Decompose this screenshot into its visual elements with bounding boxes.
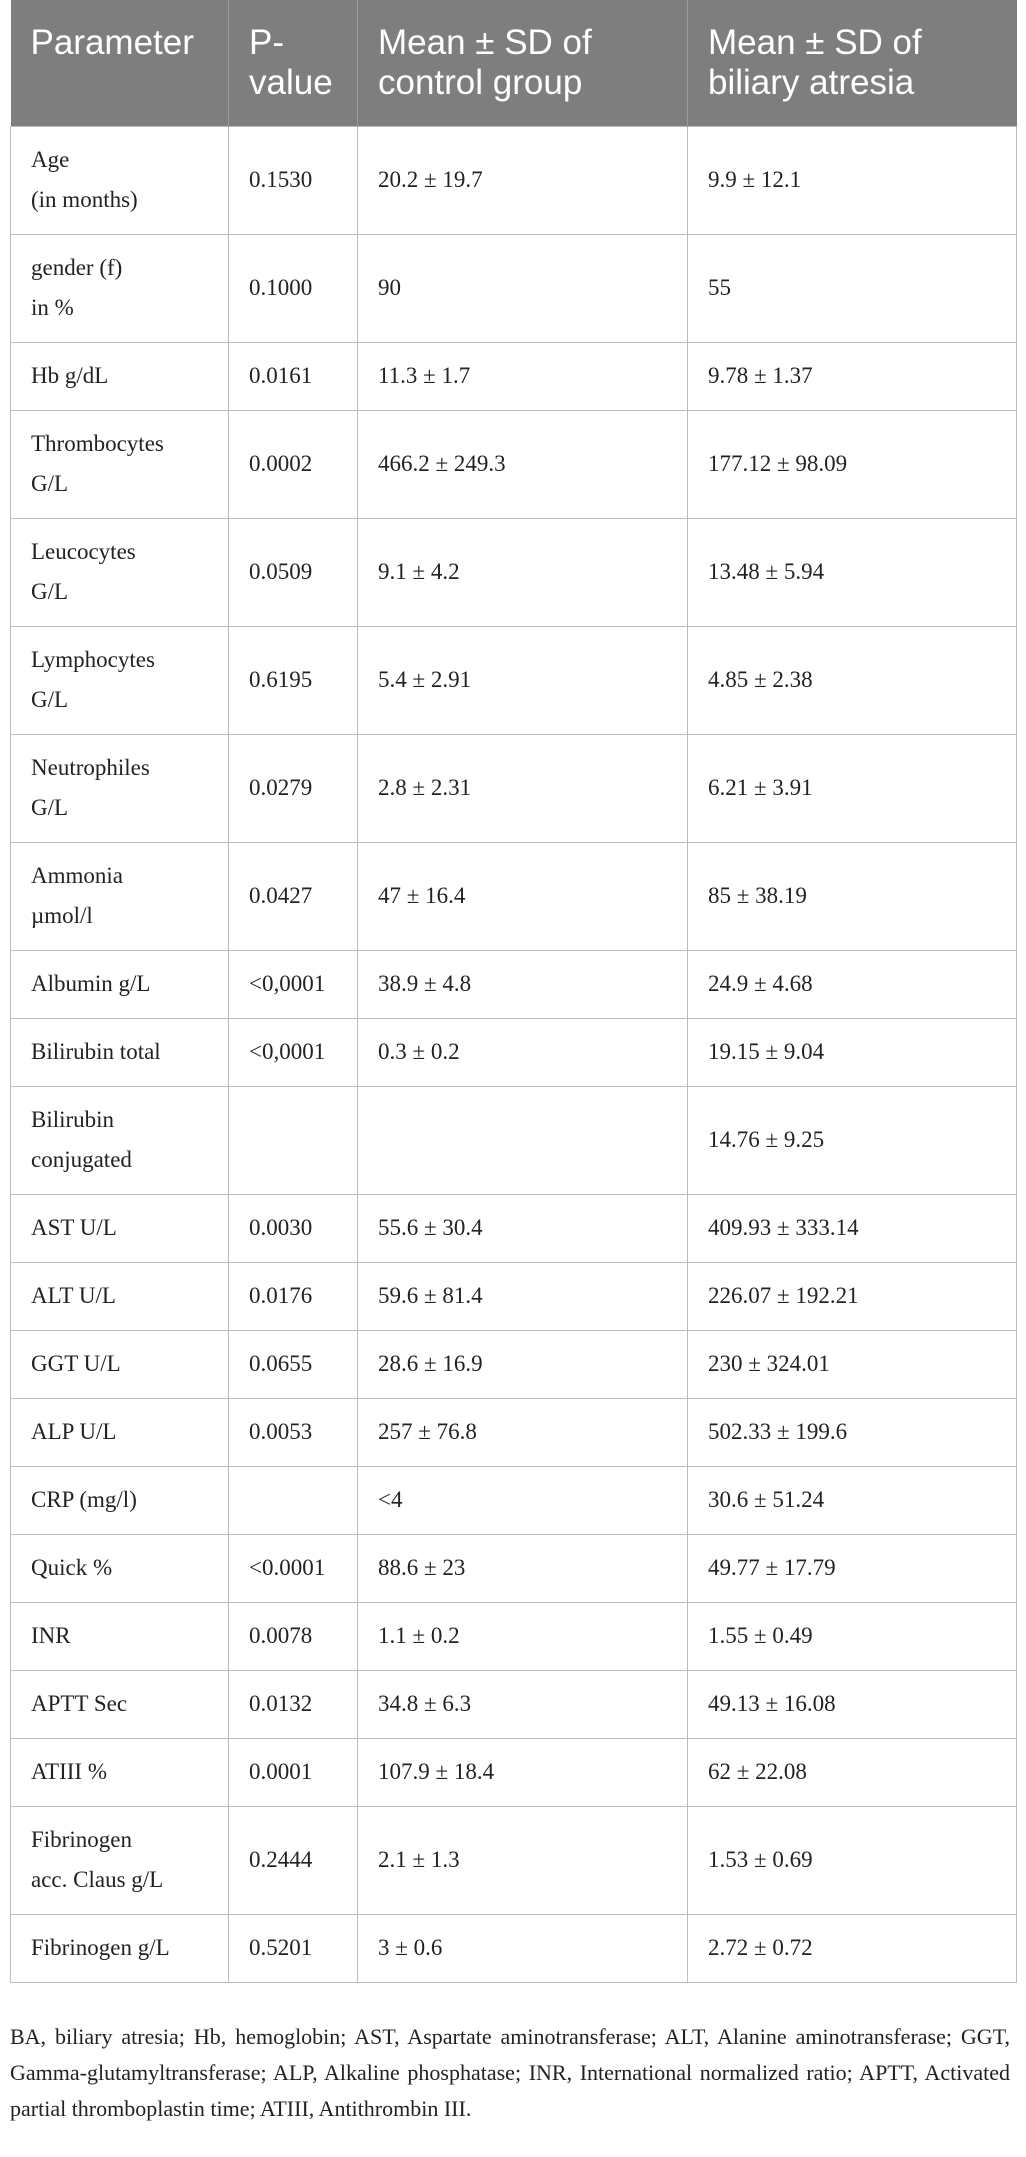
- cell-p-value: 0.0030: [229, 1194, 358, 1262]
- cell-control-group: 59.6 ± 81.4: [358, 1262, 688, 1330]
- cell-biliary-atresia: 1.55 ± 0.49: [688, 1602, 1017, 1670]
- cell-control-group: 9.1 ± 4.2: [358, 518, 688, 626]
- table-row: [11, 950, 1017, 1018]
- table-row: [11, 1398, 1017, 1466]
- table-row: [11, 126, 1017, 234]
- cell-p-value: 0.0509: [229, 518, 358, 626]
- cell-biliary-atresia: 4.85 ± 2.38: [688, 626, 1017, 734]
- cell-parameter: Neutrophiles G/L: [11, 734, 229, 842]
- header-p-value: P- value: [229, 0, 358, 126]
- cell-p-value: <0,0001: [229, 1018, 358, 1086]
- cell-p-value: 0.5201: [229, 1914, 358, 1982]
- cell-parameter: ATIII %: [11, 1738, 229, 1806]
- cell-biliary-atresia: 24.9 ± 4.68: [688, 950, 1017, 1018]
- cell-control-group: 107.9 ± 18.4: [358, 1738, 688, 1806]
- lab-parameters-table: [10, 0, 1017, 1983]
- cell-biliary-atresia: 55: [688, 234, 1017, 342]
- cell-biliary-atresia: 9.78 ± 1.37: [688, 342, 1017, 410]
- cell-control-group: 5.4 ± 2.91: [358, 626, 688, 734]
- table-header: [11, 0, 1017, 126]
- table-row: [11, 518, 1017, 626]
- cell-p-value: 0.0161: [229, 342, 358, 410]
- cell-parameter: Bilirubin total: [11, 1018, 229, 1086]
- cell-parameter: GGT U/L: [11, 1330, 229, 1398]
- table-row: [11, 1914, 1017, 1982]
- cell-control-group: 11.3 ± 1.7: [358, 342, 688, 410]
- cell-p-value: <0.0001: [229, 1534, 358, 1602]
- header-biliary-atresia: Mean ± SD of biliary atresia: [688, 0, 1017, 126]
- table-row: [11, 1466, 1017, 1534]
- cell-p-value: 0.0053: [229, 1398, 358, 1466]
- cell-p-value: 0.0002: [229, 410, 358, 518]
- cell-biliary-atresia: 13.48 ± 5.94: [688, 518, 1017, 626]
- table-footnote: BA, biliary atresia; Hb, hemoglobin; AST, Aspartate aminotransferase; ALT, Alanine aminotransferase; GGT, Gamma-glutamyltransferase; ALP, Alkaline phosphatase; INR, International normalized ratio; APTT, Activated partial thromboplastin time; ATIII, Antithrombin III.: [10, 2024, 1010, 2121]
- cell-biliary-atresia: 85 ± 38.19: [688, 842, 1017, 950]
- cell-p-value: [229, 1466, 358, 1534]
- cell-parameter: CRP (mg/l): [11, 1466, 229, 1534]
- cell-biliary-atresia: 226.07 ± 192.21: [688, 1262, 1017, 1330]
- cell-parameter: Bilirubin conjugated: [11, 1086, 229, 1194]
- table-row: [11, 1194, 1017, 1262]
- cell-biliary-atresia: 62 ± 22.08: [688, 1738, 1017, 1806]
- cell-biliary-atresia: 6.21 ± 3.91: [688, 734, 1017, 842]
- cell-parameter: Quick %: [11, 1534, 229, 1602]
- table-row: [11, 1806, 1017, 1914]
- cell-parameter: gender (f) in %: [11, 234, 229, 342]
- cell-control-group: 2.1 ± 1.3: [358, 1806, 688, 1914]
- cell-control-group: <4: [358, 1466, 688, 1534]
- cell-parameter: INR: [11, 1602, 229, 1670]
- table-row: [11, 1262, 1017, 1330]
- cell-parameter: ALT U/L: [11, 1262, 229, 1330]
- table-row: [11, 1670, 1017, 1738]
- cell-biliary-atresia: 19.15 ± 9.04: [688, 1018, 1017, 1086]
- cell-p-value: 0.1000: [229, 234, 358, 342]
- table-body: [11, 126, 1017, 1982]
- table-row: [11, 234, 1017, 342]
- cell-p-value: 0.2444: [229, 1806, 358, 1914]
- table-row: [11, 1738, 1017, 1806]
- cell-biliary-atresia: 1.53 ± 0.69: [688, 1806, 1017, 1914]
- cell-p-value: 0.0279: [229, 734, 358, 842]
- cell-control-group: 34.8 ± 6.3: [358, 1670, 688, 1738]
- cell-p-value: [229, 1086, 358, 1194]
- cell-parameter: Fibrinogen g/L: [11, 1914, 229, 1982]
- cell-biliary-atresia: 230 ± 324.01: [688, 1330, 1017, 1398]
- cell-p-value: 0.0132: [229, 1670, 358, 1738]
- cell-control-group: 1.1 ± 0.2: [358, 1602, 688, 1670]
- cell-parameter: Hb g/dL: [11, 342, 229, 410]
- cell-biliary-atresia: 14.76 ± 9.25: [688, 1086, 1017, 1194]
- cell-control-group: 88.6 ± 23: [358, 1534, 688, 1602]
- cell-parameter: Leucocytes G/L: [11, 518, 229, 626]
- cell-parameter: Lymphocytes G/L: [11, 626, 229, 734]
- cell-p-value: 0.0176: [229, 1262, 358, 1330]
- cell-parameter: Thrombocytes G/L: [11, 410, 229, 518]
- cell-control-group: 38.9 ± 4.8: [358, 950, 688, 1018]
- cell-control-group: 28.6 ± 16.9: [358, 1330, 688, 1398]
- table-row: [11, 1086, 1017, 1194]
- table-row: [11, 1330, 1017, 1398]
- table-row: [11, 342, 1017, 410]
- cell-p-value: 0.0655: [229, 1330, 358, 1398]
- table-row: [11, 410, 1017, 518]
- cell-parameter: APTT Sec: [11, 1670, 229, 1738]
- cell-control-group: 47 ± 16.4: [358, 842, 688, 950]
- cell-control-group: 2.8 ± 2.31: [358, 734, 688, 842]
- cell-parameter: ALP U/L: [11, 1398, 229, 1466]
- cell-control-group: 257 ± 76.8: [358, 1398, 688, 1466]
- table-row: [11, 842, 1017, 950]
- header-row: [11, 0, 1017, 126]
- cell-control-group: 0.3 ± 0.2: [358, 1018, 688, 1086]
- cell-parameter: Ammonia µmol/l: [11, 842, 229, 950]
- header-control-group: Mean ± SD of control group: [358, 0, 688, 126]
- data-table-container: [10, 0, 1016, 1983]
- cell-p-value: <0,0001: [229, 950, 358, 1018]
- cell-control-group: 55.6 ± 30.4: [358, 1194, 688, 1262]
- cell-biliary-atresia: 409.93 ± 333.14: [688, 1194, 1017, 1262]
- table-row: [11, 734, 1017, 842]
- cell-p-value: 0.0078: [229, 1602, 358, 1670]
- cell-p-value: 0.1530: [229, 126, 358, 234]
- cell-parameter: AST U/L: [11, 1194, 229, 1262]
- cell-control-group: 3 ± 0.6: [358, 1914, 688, 1982]
- table-row: [11, 626, 1017, 734]
- cell-p-value: 0.0001: [229, 1738, 358, 1806]
- cell-biliary-atresia: 49.77 ± 17.79: [688, 1534, 1017, 1602]
- table-row: [11, 1602, 1017, 1670]
- cell-parameter: Age (in months): [11, 126, 229, 234]
- cell-biliary-atresia: 177.12 ± 98.09: [688, 410, 1017, 518]
- cell-parameter: Fibrinogen acc. Claus g/L: [11, 1806, 229, 1914]
- cell-control-group: [358, 1086, 688, 1194]
- table-row: [11, 1534, 1017, 1602]
- header-parameter: Parameter: [11, 0, 229, 126]
- table-row: [11, 1018, 1017, 1086]
- cell-control-group: 20.2 ± 19.7: [358, 126, 688, 234]
- cell-control-group: 466.2 ± 249.3: [358, 410, 688, 518]
- cell-biliary-atresia: 502.33 ± 199.6: [688, 1398, 1017, 1466]
- cell-biliary-atresia: 30.6 ± 51.24: [688, 1466, 1017, 1534]
- cell-p-value: 0.0427: [229, 842, 358, 950]
- cell-control-group: 90: [358, 234, 688, 342]
- cell-biliary-atresia: 9.9 ± 12.1: [688, 126, 1017, 234]
- cell-biliary-atresia: 49.13 ± 16.08: [688, 1670, 1017, 1738]
- cell-parameter: Albumin g/L: [11, 950, 229, 1018]
- cell-biliary-atresia: 2.72 ± 0.72: [688, 1914, 1017, 1982]
- cell-p-value: 0.6195: [229, 626, 358, 734]
